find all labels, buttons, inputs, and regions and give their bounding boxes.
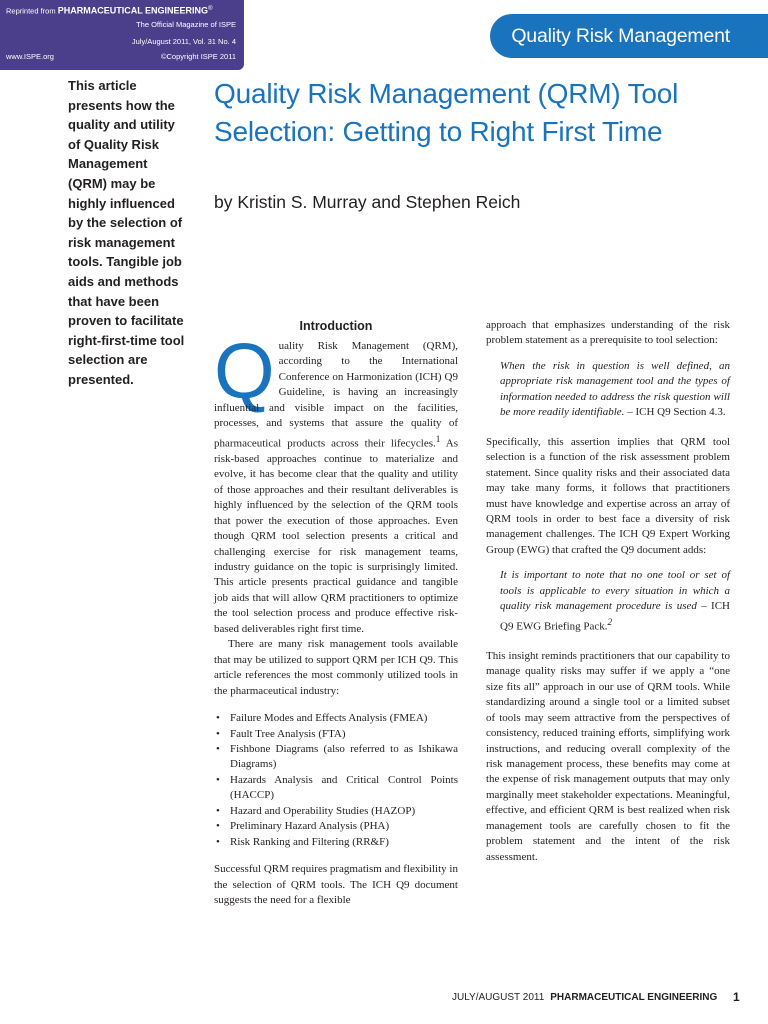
bullet-marker: • — [216, 773, 220, 786]
list-item — [216, 742, 458, 773]
trademark-mark: ® — [208, 5, 213, 12]
bullet-marker: • — [216, 804, 220, 817]
tool-label: Hazard and Operability Studies (HAZOP) — [230, 804, 416, 817]
intro-text-b: As risk-based approaches continue to materialize and evolve, it has become clear that the quality and utility of those approaches and their resultant deliverables is highly influenced by the selection of the QRM tools that power the execution of those approaches. Even though QRM tool selection presents a critical and challenging exercise for risk management teams, industry guidance on the topic is surprisingly limited. This article presents practical guidance and tangible job aids that will allow QRM practitioners to optimize the tool selection process and produce effective risk-based deliverables right first time. — [214, 437, 458, 635]
bullet-marker: • — [216, 820, 220, 833]
intro-text-a: uality Risk Management (QRM), according to the International Conference on Harmonization (ICH) Q9 Guideline, is having an increasingly influential and visible impact on the facilities, processes, and systems that assure the quality of pharmaceutical products across their lifecycles. — [214, 340, 458, 450]
reprint-copyright: ©Copyright ISPE 2011 — [160, 52, 236, 61]
tools-intro-paragraph: There are many risk management tools available that may be utilized to support QRM per ICH Q9. This article references the most commonly utilized tools in the pharmaceutical industry: — [214, 638, 458, 697]
page-number: 1 — [733, 990, 740, 1004]
quote-text: It is important to note that no one tool or set of tools is applicable to every situation in which a quality risk management procedure is used — [500, 569, 730, 613]
list-item — [216, 773, 458, 804]
article-byline: by Kristin S. Murray and Stephen Reich — [214, 192, 521, 212]
bullet-marker: • — [216, 712, 220, 725]
list-item — [216, 727, 458, 742]
drop-cap: Q — [214, 327, 275, 415]
article-abstract: This article presents how the quality and utility of Quality Risk Management (QRM) may be highly influenced by the selection of risk management tools. Tangible job aids and methods that have been proven to facilitate right-first-time tool selection are presented. — [68, 78, 185, 387]
insight-paragraph: This insight reminds practitioners that our capability to manage quality risks may suffer if we apply a “one size fits all” approach in our use of QRM tools. While standardizing around a single tool or a limited subset of tools may seem attractive from the perspectives of consistency, reduced training efforts, simplifying work instructions, and reducing overall complexity of the risk management process, these benefits may come at the expense of risk management outputs that may only marginally meet stakeholder expectations. Meaningful, effective, and efficient QRM is best realized when risk management tools are carefully chosen to fit the problem statement and the intent of the risk assessment. — [486, 649, 730, 863]
body-column-right — [486, 318, 730, 865]
tool-label: Preliminary Hazard Analysis (PHA) — [230, 820, 390, 833]
tool-label: Fishbone Diagrams (also referred to as Ishikawa Diagrams) — [230, 742, 458, 771]
bullet-marker: • — [216, 742, 220, 755]
tool-label: Hazards Analysis and Critical Control Points (HACCP) — [230, 773, 458, 802]
introduction-heading: Introduction — [299, 319, 373, 333]
footer-issue: JULY/AUGUST 2011 — [452, 992, 545, 1003]
quote-text: When the risk in question is well defined, an appropriate risk management tool and the types of information needed to address the risk question will be more readily identifiable. — [500, 359, 730, 419]
article-title: Quality Risk Management (QRM) Tool Selection: Getting to Right First Time — [214, 78, 679, 147]
section-banner: Quality Risk Management — [490, 14, 768, 58]
reprint-source-line — [6, 2, 213, 18]
footnote-ref-1: 1 — [435, 433, 441, 444]
intro-paragraph — [214, 327, 458, 637]
list-item — [216, 711, 458, 726]
list-item — [216, 804, 458, 819]
tool-selection-paragraph: Specifically, this assertion implies that QRM tool selection is a function of the risk assessment problem statement. Since quality risks and their associated data may take many forms, it follows that practitioners must have knowledge and expertise across an array of QRM tools in order to best face a diversity of risk management challenges. The ICH Q9 Expert Working Group (EWG) that crafted the Q9 document adds: — [486, 435, 730, 556]
bullet-marker: • — [216, 727, 220, 740]
reprint-info-box — [0, 0, 244, 70]
tool-label: Fault Tree Analysis (FTA) — [230, 727, 346, 740]
ispe-website-link[interactable]: www.ISPE.org — [6, 52, 54, 61]
quote-source: – ICH Q9 EWG Briefing Pack. — [500, 600, 730, 633]
qrm-tools-list — [214, 711, 458, 850]
page-footer — [452, 992, 717, 1003]
quote-source: – ICH Q9 Section 4.3. — [624, 406, 726, 419]
reprinted-from-label: Reprinted from — [6, 6, 56, 16]
reprint-magazine-name: PHARMACEUTICAL ENGINEERING — [57, 5, 209, 16]
bullet-marker: • — [216, 835, 220, 848]
footnote-ref-2: 2 — [607, 616, 613, 627]
body-column-left — [214, 318, 458, 909]
footer-magazine: PHARMACEUTICAL ENGINEERING — [550, 992, 718, 1003]
list-item — [216, 835, 458, 850]
flexibility-paragraph: Successful QRM requires pragmatism and flexibility in the selection of QRM tools. The ICH Q9 document suggests the need for a flexible — [214, 863, 458, 907]
reprint-issue: July/August 2011, Vol. 31 No. 4 — [131, 37, 236, 46]
flexibility-paragraph-continued: approach that emphasizes understanding of the risk problem statement as a prerequisite to tool selection: — [486, 319, 730, 347]
tool-label: Failure Modes and Effects Analysis (FMEA) — [230, 712, 428, 725]
ich-q9-quote — [500, 359, 730, 421]
list-item — [216, 819, 458, 834]
tool-label: Risk Ranking and Filtering (RR&F) — [230, 835, 389, 848]
ewg-quote — [500, 568, 730, 634]
reprint-tagline: The Official Magazine of ISPE — [136, 20, 236, 29]
